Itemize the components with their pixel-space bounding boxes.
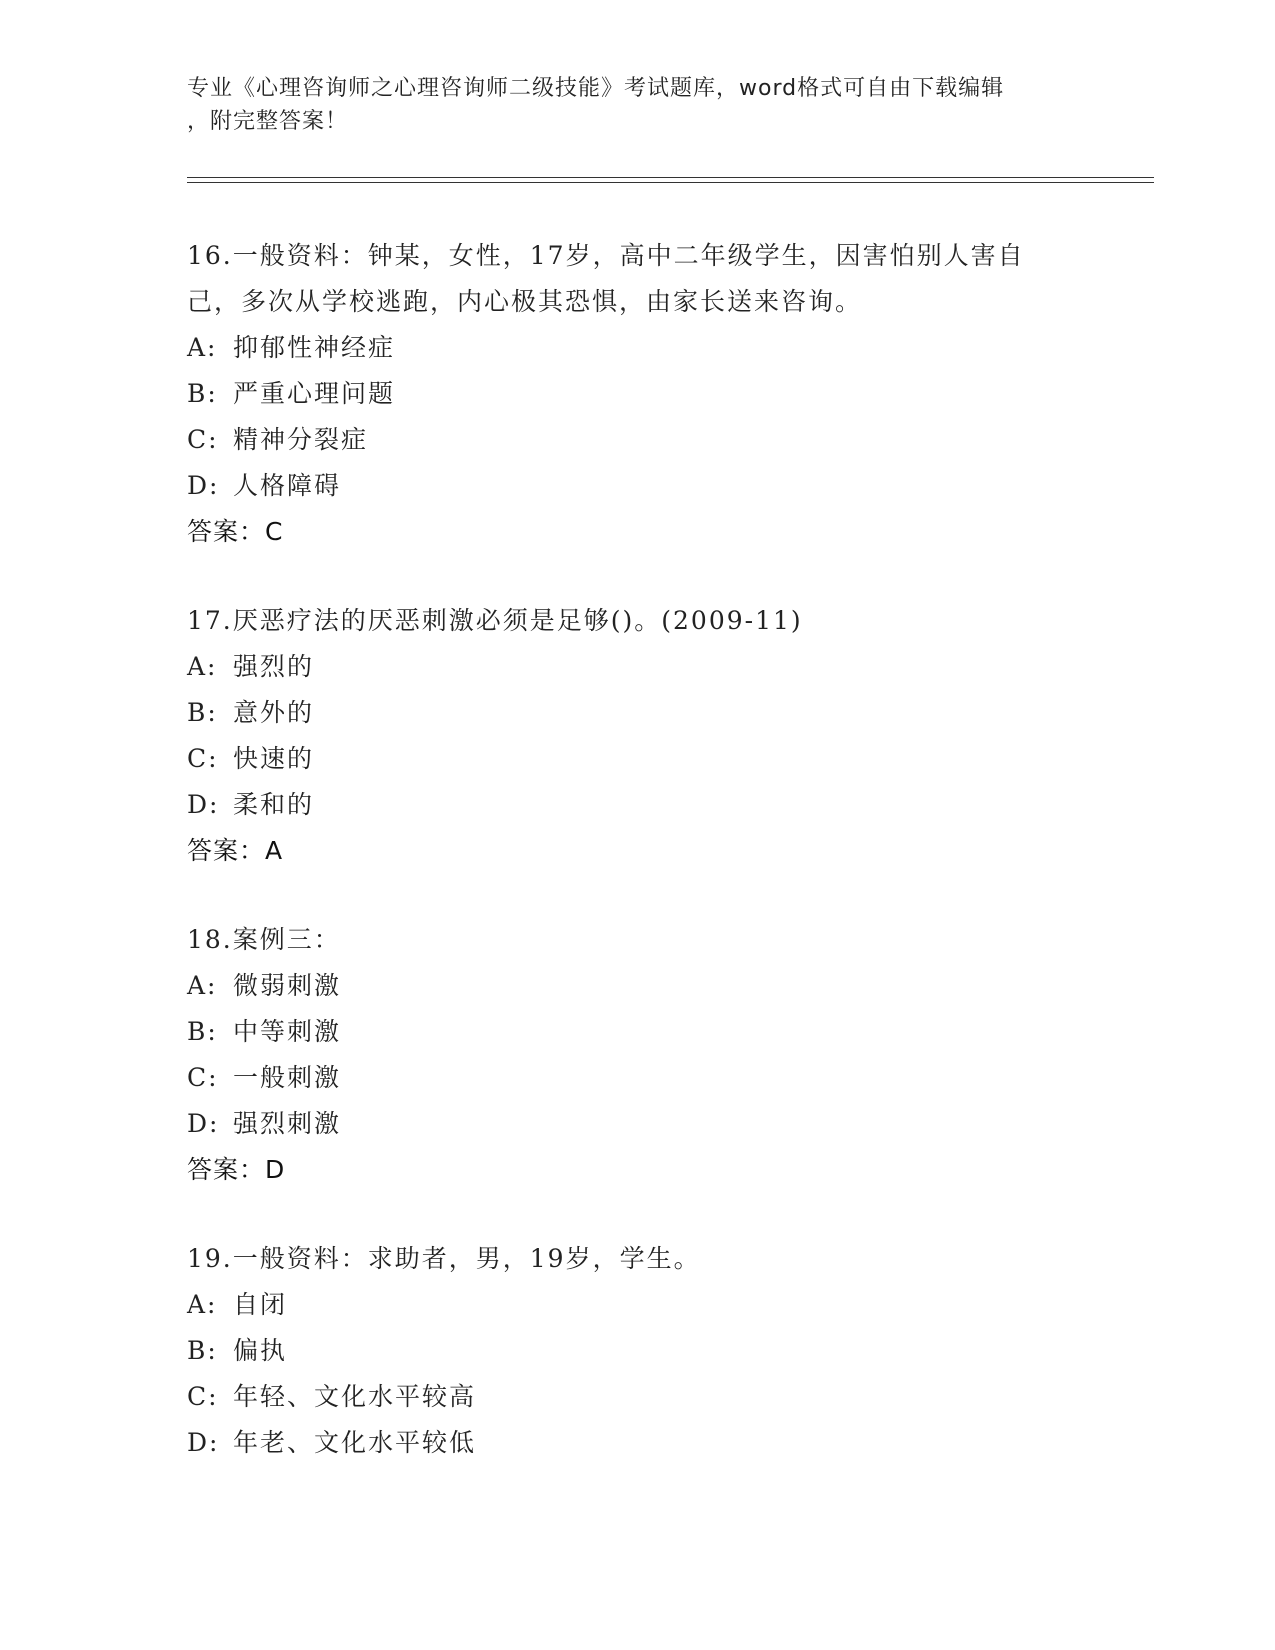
question-16: [187, 233, 1107, 555]
option-b: [187, 371, 1107, 417]
question-stem-continued: 己，多次从学校逃跑，内心极其恐惧，由家长送来咨询。: [187, 287, 863, 316]
option-letter: D:: [187, 1428, 220, 1457]
question-stem: 18.案例三：: [187, 925, 341, 954]
document-header: [187, 72, 1087, 138]
option-c: [187, 1374, 1107, 1420]
option-letter: C:: [187, 425, 219, 454]
option-c: [187, 1055, 1107, 1101]
option-d: [187, 463, 1107, 509]
question-17: [187, 598, 1107, 874]
option-c: [187, 417, 1107, 463]
option-letter: C:: [187, 1382, 219, 1411]
answer-label: 答案：C: [187, 517, 284, 546]
option-text: 强烈刺激: [233, 1109, 342, 1138]
option-d: [187, 1101, 1107, 1147]
option-text: 中等刺激: [233, 1017, 342, 1046]
option-letter: B:: [187, 1017, 218, 1046]
question-19: [187, 1236, 1107, 1466]
option-b: [187, 690, 1107, 736]
option-text: 年老、文化水平较低: [233, 1428, 477, 1457]
option-letter: A:: [187, 333, 218, 362]
option-text: 快速的: [233, 744, 315, 773]
option-a: [187, 644, 1107, 690]
option-letter: D:: [187, 790, 220, 819]
option-c: [187, 736, 1107, 782]
header-divider-top: [187, 177, 1154, 178]
question-stem: 19.一般资料：求助者，男，19岁，学生。: [187, 1244, 701, 1273]
option-text: 严重心理问题: [233, 379, 396, 408]
option-d: [187, 1420, 1107, 1466]
option-text: 强烈的: [233, 652, 315, 681]
option-a: [187, 325, 1107, 371]
option-a: [187, 963, 1107, 1009]
option-text: 柔和的: [233, 790, 315, 819]
header-divider-bottom: [187, 182, 1154, 183]
option-letter: A:: [187, 971, 218, 1000]
option-text: 偏执: [233, 1336, 288, 1365]
option-letter: A:: [187, 652, 218, 681]
option-text: 意外的: [233, 698, 315, 727]
option-letter: A:: [187, 1290, 218, 1319]
option-d: [187, 782, 1107, 828]
option-letter: D:: [187, 471, 220, 500]
answer-label: 答案：D: [187, 1155, 286, 1184]
option-text: 一般刺激: [233, 1063, 342, 1092]
option-text: 精神分裂症: [233, 425, 369, 454]
option-letter: B:: [187, 379, 218, 408]
option-a: [187, 1282, 1107, 1328]
option-b: [187, 1328, 1107, 1374]
option-text: 人格障碍: [233, 471, 342, 500]
option-letter: B:: [187, 698, 218, 727]
answer-label: 答案：A: [187, 836, 284, 865]
question-stem: 17.厌恶疗法的厌恶刺激必须是足够()。(2009-11): [187, 606, 803, 635]
option-letter: C:: [187, 744, 219, 773]
option-b: [187, 1009, 1107, 1055]
question-stem: 16.一般资料：钟某，女性，17岁，高中二年级学生，因害怕别人害自: [187, 241, 1025, 270]
header-line-1: 专业《心理咨询师之心理咨询师二级技能》考试题库，word格式可自由下载编辑: [187, 76, 1005, 101]
option-text: 自闭: [233, 1290, 288, 1319]
option-text: 微弱刺激: [233, 971, 342, 1000]
header-line-2: ，附完整答案！: [187, 109, 349, 134]
option-letter: C:: [187, 1063, 219, 1092]
option-letter: D:: [187, 1109, 220, 1138]
question-18: [187, 917, 1107, 1193]
option-text: 抑郁性神经症: [233, 333, 396, 362]
option-letter: B:: [187, 1336, 218, 1365]
option-text: 年轻、文化水平较高: [233, 1382, 477, 1411]
